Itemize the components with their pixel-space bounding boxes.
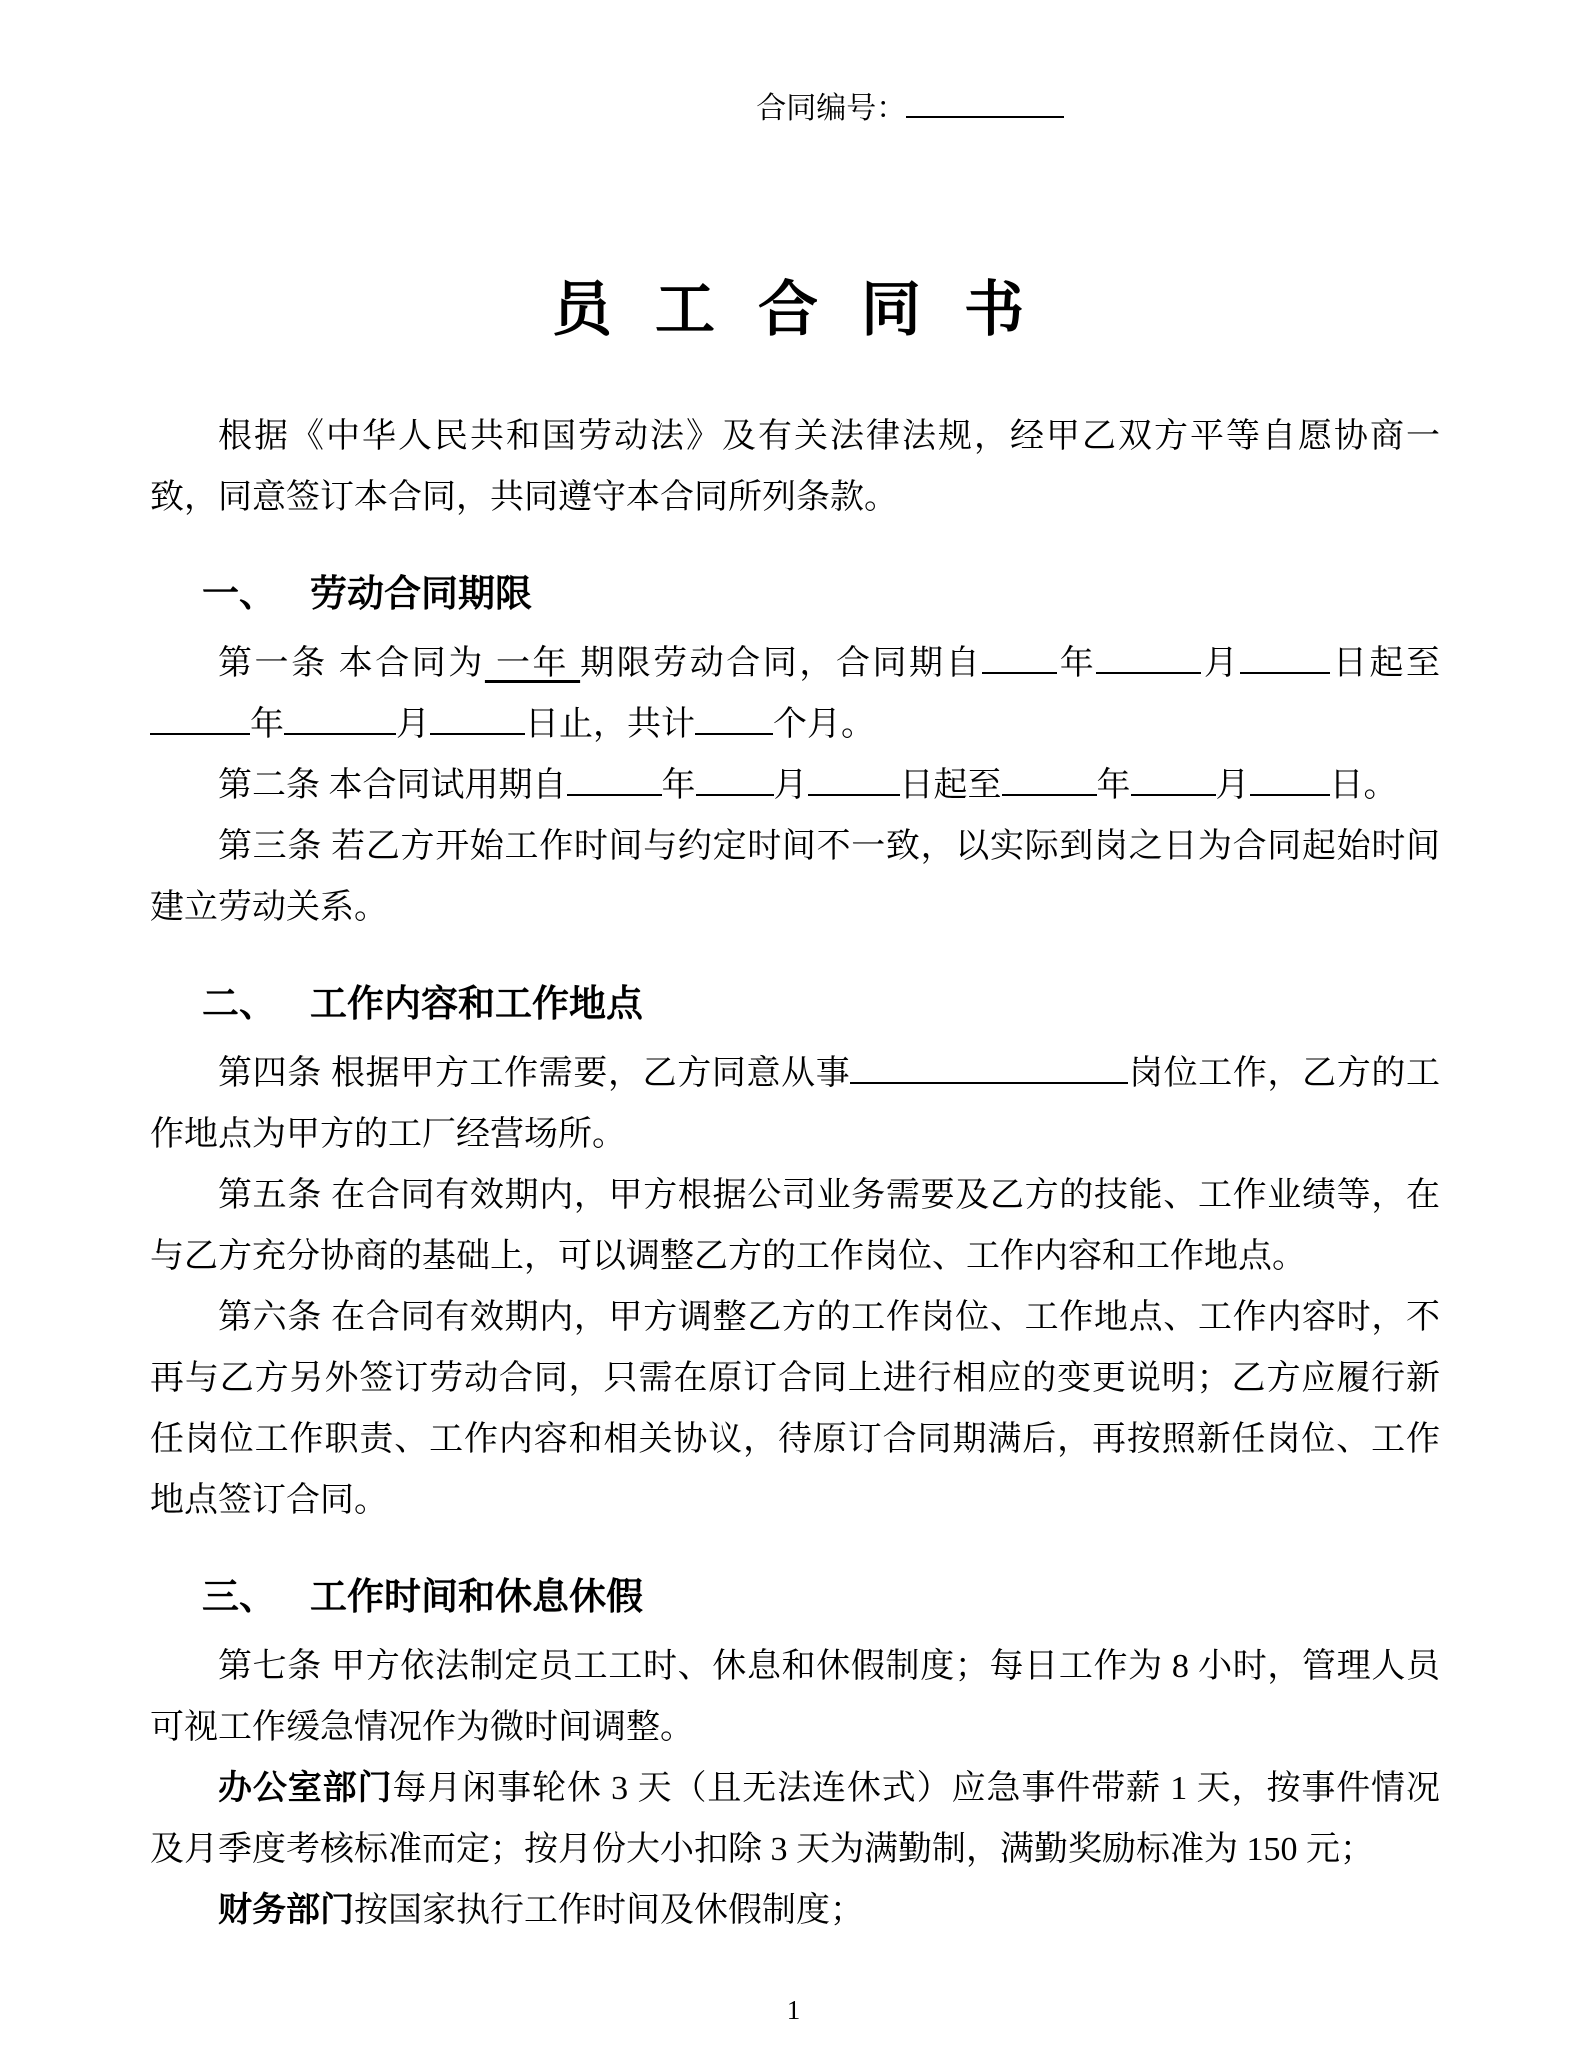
section-heading — [150, 1567, 1440, 1628]
blank-underline — [1096, 640, 1201, 674]
blank-underline — [1240, 640, 1330, 674]
blank-underline — [696, 762, 774, 796]
contract-number-label: 合同编号： — [756, 92, 907, 125]
section-title: 工作内容和工作地点 — [310, 984, 643, 1025]
blank-underline — [695, 701, 773, 735]
clause-2 — [150, 755, 1440, 816]
section-heading — [150, 974, 1440, 1035]
section-title: 工作时间和休息休假 — [310, 1577, 643, 1618]
contract-number-row — [756, 86, 1440, 130]
intro-paragraph — [150, 406, 1440, 528]
text-run: 第二条 本合同试用期自 — [218, 767, 567, 804]
text-run: 年 — [661, 767, 696, 804]
text-run: 年 — [1096, 767, 1131, 804]
text-run: 日起至 — [1330, 645, 1441, 682]
clause-5 — [150, 1165, 1440, 1287]
clause-1 — [150, 633, 1440, 755]
bold-text: 办公室部门 — [218, 1770, 393, 1807]
bold-text: 财务部门 — [218, 1892, 354, 1929]
office-department-paragraph — [150, 1758, 1440, 1880]
blank-underline — [808, 762, 900, 796]
text-run: 第七条 甲方依法制定员工工时、休息和休假制度；每日工作为 8 小时，管理人员可视工作缓急情况作为微时间调整。 — [150, 1648, 1440, 1746]
text-run: 第五条 在合同有效期内，甲方根据公司业务需要及乙方的技能、工作业绩等，在与乙方充分协商的基础上，可以调整乙方的工作岗位、工作内容和工作地点。 — [150, 1177, 1440, 1275]
text-run: 根据《中华人民共和国劳动法》及有关法律法规，经甲乙双方平等自愿协商一致，同意签订本合同，共同遵守本合同所列条款。 — [150, 418, 1440, 516]
text-run: 月 — [396, 706, 430, 743]
blank-underline — [430, 701, 525, 735]
blank-underline — [1002, 762, 1097, 796]
clause-4 — [150, 1043, 1440, 1165]
text-run: 月 — [1201, 645, 1241, 682]
blank-underline — [982, 640, 1057, 674]
text-run: 年 — [250, 706, 284, 743]
blank-underline — [567, 762, 662, 796]
text-run: 第六条 在合同有效期内，甲方调整乙方的工作岗位、工作地点、工作内容时，不再与乙方另外签订劳动合同，只需在原订合同上进行相应的变更说明；乙方应履行新任岗位工作职责、工作内容和相关协议，待原订合同期满后，再按照新任岗位、工作地点签订合同。 — [150, 1299, 1440, 1519]
finance-department-paragraph — [150, 1880, 1440, 1941]
document-title: 员 工 合 同 书 — [552, 277, 1038, 343]
contract-number-blank — [906, 86, 1064, 118]
text-run: 日止，共计 — [525, 706, 695, 743]
text-run: 日起至 — [899, 767, 1002, 804]
clause-7 — [150, 1636, 1440, 1758]
blank-underline — [1250, 762, 1330, 796]
text-run: 第四条 根据甲方工作需要，乙方同意从事 — [218, 1055, 851, 1092]
blank-underline — [850, 1050, 1128, 1084]
text-run: 月 — [773, 767, 808, 804]
text-run: 年 — [1057, 645, 1097, 682]
section-number: 二、 — [202, 984, 276, 1025]
section-heading — [150, 564, 1440, 625]
section-number: 三、 — [202, 1577, 276, 1618]
page-number: 1 — [786, 1995, 801, 2025]
clause-6 — [150, 1287, 1440, 1531]
text-run: 第三条 若乙方开始工作时间与约定时间不一致，以实际到岗之日为合同起始时间建立劳动关系。 — [150, 828, 1440, 926]
blank-underline — [1131, 762, 1216, 796]
text-run: 岗位工作，乙方的工作地点为甲方的工厂经营场所。 — [150, 1055, 1440, 1153]
text-run: 期限劳动合同，合同期自 — [580, 645, 983, 682]
text-run: 按国家执行工作时间及休假制度； — [354, 1892, 864, 1929]
section-title: 劳动合同期限 — [310, 574, 532, 615]
clause-3 — [150, 816, 1440, 938]
blank-underline — [284, 701, 396, 735]
document-body — [150, 406, 1440, 1941]
text-run: 第一条 本合同为 — [218, 645, 485, 682]
blank-underline — [150, 701, 250, 735]
section-number: 一、 — [202, 574, 276, 615]
text-run: 个月。 — [773, 706, 875, 743]
text-run: 日。 — [1329, 767, 1398, 804]
text-run: 每月闲事轮休 3 天（且无法连休式）应急事件带薪 1 天，按事件情况及月季度考核标准而定；按月份大小扣除 3 天为满勤制，满勤奖励标准为 150 元； — [150, 1770, 1441, 1868]
underlined-text: 一年 — [484, 645, 581, 682]
text-run: 月 — [1215, 767, 1250, 804]
